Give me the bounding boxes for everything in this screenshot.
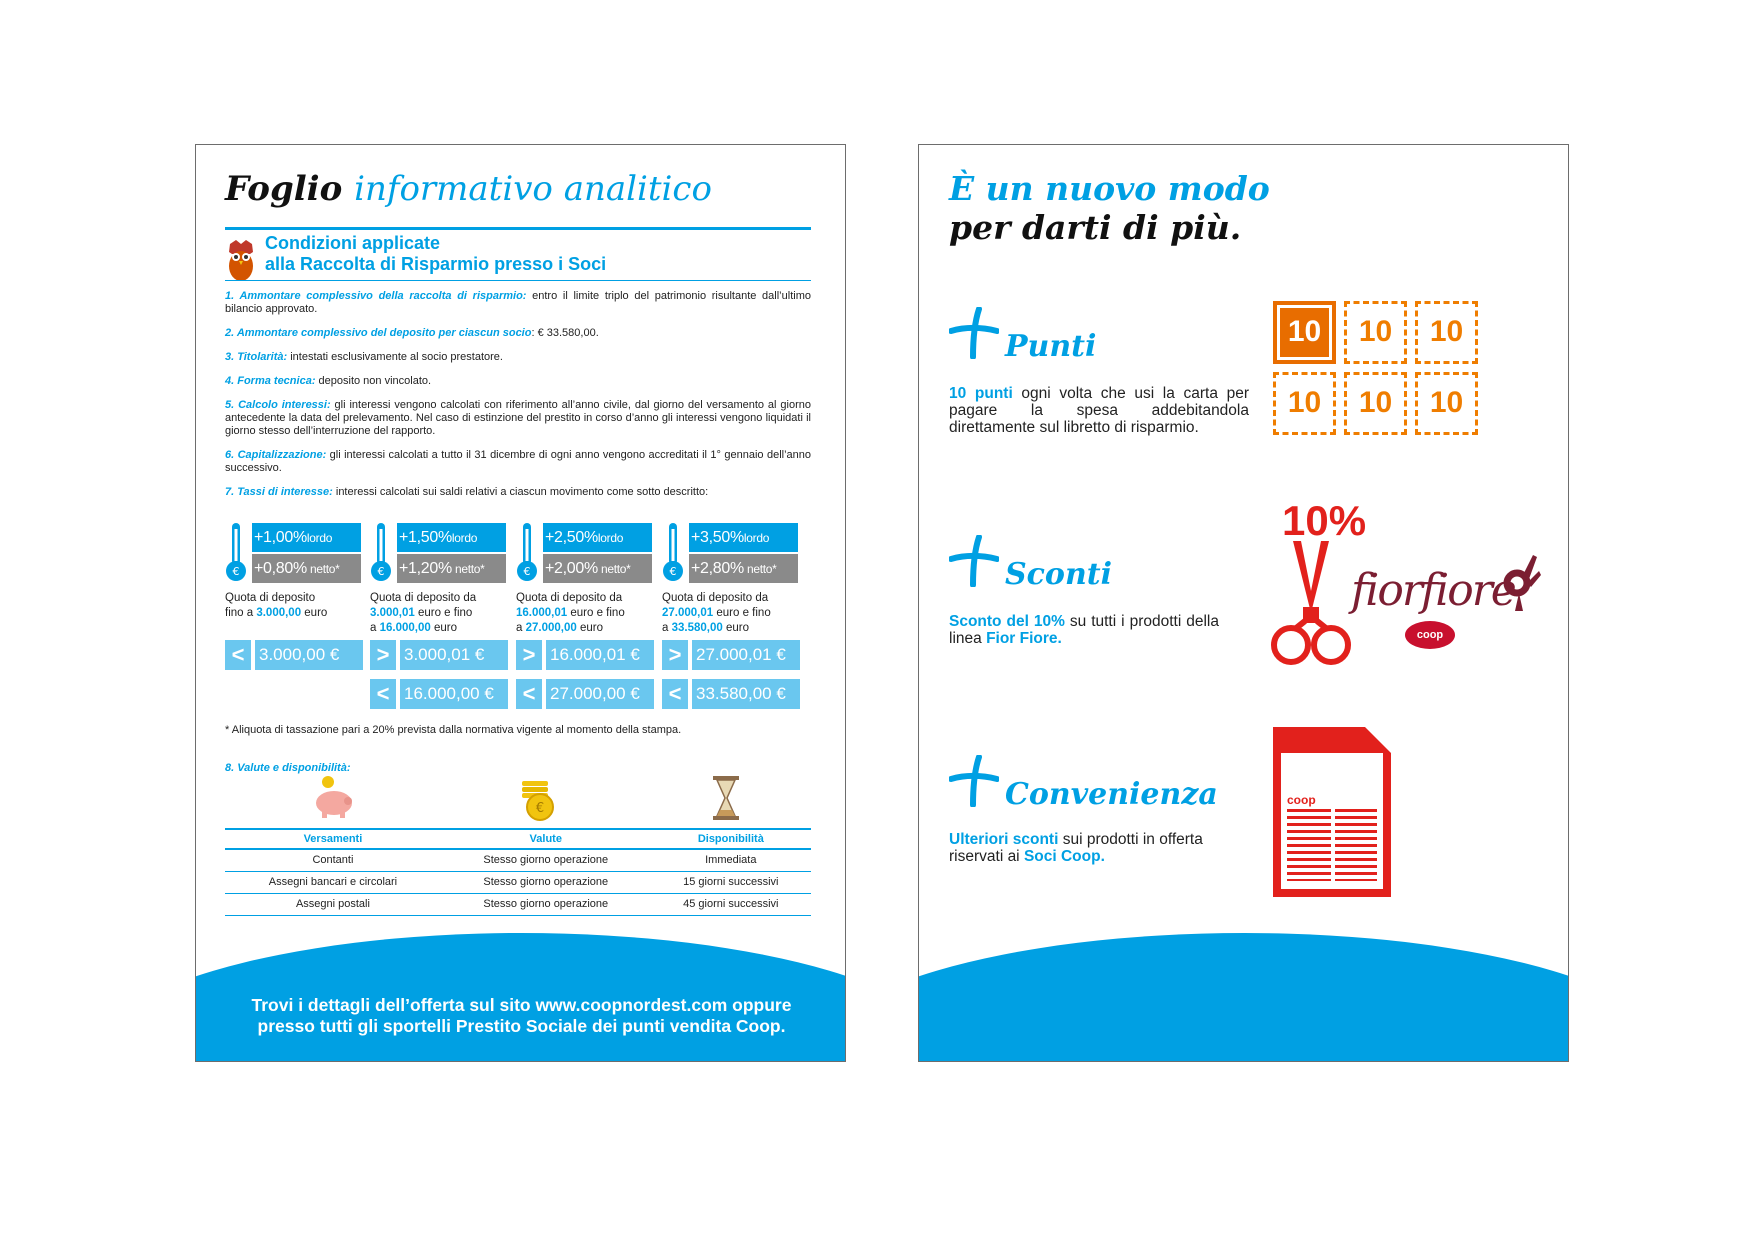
thermometer-icon	[225, 523, 247, 583]
svg-text:€: €	[377, 565, 385, 578]
points-tile: 10	[1344, 301, 1407, 364]
conditions-rule	[225, 280, 811, 281]
quota-text: Quota di deposito fino a 3.000,00 euro	[225, 592, 328, 619]
table-header: Versamenti	[225, 829, 441, 849]
plus-icon	[949, 535, 999, 587]
footer-text: Trovi i dettagli dell’offerta sul sito www.coopnordest.com oppure presso tutti gli sportelli Prestito Sociale dei punti vendita Coop.	[251, 995, 792, 1036]
quota-text: Quota di deposito da 3.000,01 euro e fino a 16.000,00 euro	[370, 592, 477, 634]
condition-item: 6. Capitalizzazione: gli interessi calcolati a tutto il 31 dicembre di ogni anno vengono accreditati il 1° gennaio dell’anno successivo.	[225, 449, 811, 474]
sconti-text: Sconto del 10% su tutti i prodotti della linea Fior Fiore.	[949, 613, 1219, 647]
title-rule	[225, 227, 811, 230]
punti-text: 10 punti ogni volta che usi la carta per pagare la spesa addebitandola direttamente sul libretto di risparmio.	[949, 385, 1250, 436]
points-tile: 10	[1273, 372, 1336, 435]
range-box: < 33.580,00 €	[662, 679, 800, 709]
range-box: < 3.000,00 €	[225, 640, 363, 670]
plus-icon	[949, 755, 999, 807]
coins-icon	[518, 775, 558, 821]
range-box: < 16.000,00 €	[370, 679, 508, 709]
page-title: È un nuovo modo per darti di più.	[949, 169, 1270, 247]
punti-heading: Punti	[1005, 329, 1097, 364]
fiorfiore-logo: fiorfiore	[1351, 565, 1515, 616]
range-box: > 16.000,01 €	[516, 640, 654, 670]
svg-text:€: €	[232, 565, 240, 578]
rate-net: +1,20% netto*	[397, 554, 506, 583]
right-page	[918, 144, 1569, 1062]
table-row: Assegni bancari e circolari Stesso giorno operazione 15 giorni successivi	[225, 871, 811, 893]
owl-icon	[226, 238, 256, 282]
condition-item: 4. Forma tecnica: deposito non vincolato.	[225, 375, 432, 387]
condition-item: 1. Ammontare complessivo della raccolta di risparmio: entro il limite triplo del patrimonio risultante dall’ultimo bilancio approvato.	[225, 290, 811, 315]
discount-percent: 10%	[1282, 497, 1367, 544]
table-header: Disponibilità	[651, 829, 811, 849]
quota-text: Quota di deposito da 27.000,01 euro e fino a 33.580,00 euro	[662, 592, 771, 634]
svg-text:€: €	[535, 801, 545, 816]
thermometer-icon	[662, 523, 684, 583]
convenienza-text: Ulteriori sconti sui prodotti in offerta riservati ai Soci Coop.	[949, 831, 1203, 865]
rate-net: +2,00% netto*	[543, 554, 652, 583]
rate-gross: +3,50%lordo	[689, 523, 798, 552]
points-tile: 10	[1415, 372, 1478, 435]
conditions-title: Condizioni applicate alla Raccolta di Risparmio presso i Soci	[265, 233, 607, 274]
valute-title: 8. Valute e disponibilità:	[225, 762, 351, 774]
svg-text:€: €	[669, 565, 677, 578]
quota-text: Quota di deposito da 16.000,01 euro e fino a 27.000,00 euro	[516, 592, 625, 634]
piggy-bank-icon	[312, 775, 356, 819]
range-box: > 27.000,01 €	[662, 640, 800, 670]
condition-item: 3. Titolarità: intestati esclusivamente al socio prestatore.	[225, 351, 503, 363]
rate-gross: +2,50%lordo	[543, 523, 652, 552]
valute-table	[225, 828, 811, 916]
blue-arc	[918, 933, 1569, 1062]
condition-item: 7. Tassi di interesse: interessi calcolati sui saldi relativi a ciascun movimento come sotto descritto:	[225, 486, 709, 498]
flyer-icon: con coop	[1273, 727, 1391, 897]
table-row: Assegni postali Stesso giorno operazione 45 giorni successivi	[225, 893, 811, 915]
hourglass-icon	[711, 775, 741, 821]
sconti-heading: Sconti	[1005, 557, 1113, 592]
points-tile: 10	[1273, 301, 1336, 364]
condition-item: 2. Ammontare complessivo del deposito per ciascun socio: € 33.580,00.	[225, 327, 599, 339]
page-title: Foglio informativo analitico	[225, 169, 712, 209]
conditions-list	[225, 290, 811, 510]
scissors-icon	[1271, 541, 1351, 671]
rate-gross: +1,50%lordo	[397, 523, 506, 552]
range-box: < 27.000,00 €	[516, 679, 654, 709]
points-tile: 10	[1415, 301, 1478, 364]
coop-badge: coop	[1405, 621, 1455, 649]
rate-net: +0,80% netto*	[252, 554, 361, 583]
points-tile: 10	[1344, 372, 1407, 435]
rate-net: +2,80% netto*	[689, 554, 798, 583]
left-page	[195, 144, 846, 1062]
plus-icon	[949, 307, 999, 359]
thermometer-icon	[516, 523, 538, 583]
condition-item: 5. Calcolo interessi: gli interessi vengono calcolati con riferimento all’anno civile, dal giorno del versamento al giorno antecedente la data del prelevamento. Nel caso di estinzione del prestito in corso d’anno gli interessi vengono liquidati il giorno stesso dell’interruzione del rapporto.	[225, 399, 811, 437]
range-box: > 3.000,01 €	[370, 640, 508, 670]
svg-text:€: €	[523, 565, 531, 578]
convenienza-heading: Convenienza	[1005, 777, 1218, 812]
footnote: * Aliquota di tassazione pari a 20% prevista dalla normativa vigente al momento della stampa.	[225, 724, 682, 736]
rate-gross: +1,00%lordo	[252, 523, 361, 552]
table-row: Contanti Stesso giorno operazione Immediata	[225, 849, 811, 871]
thermometer-icon	[370, 523, 392, 583]
table-header: Valute	[441, 829, 651, 849]
ok-hand-icon	[1501, 553, 1541, 613]
